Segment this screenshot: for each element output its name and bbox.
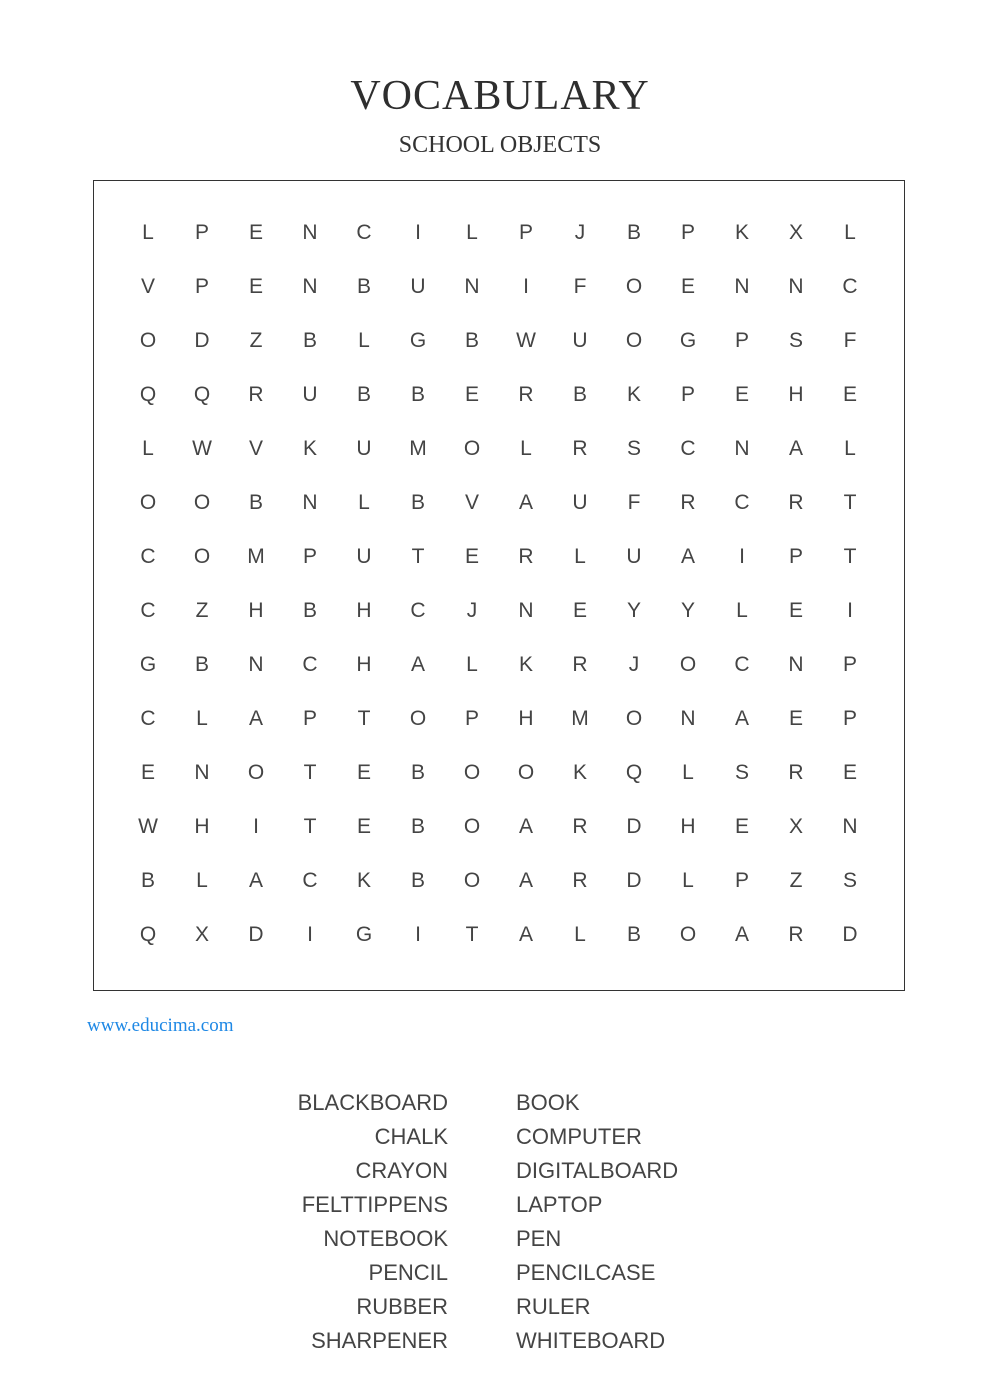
grid-letter: B <box>302 329 317 352</box>
grid-letter: B <box>410 815 425 838</box>
grid-letter: D <box>842 923 858 946</box>
grid-letter: Q <box>139 383 157 406</box>
grid-letter: L <box>520 437 532 460</box>
word-list-item: COMPUTER <box>516 1124 642 1149</box>
grid-letter: U <box>626 545 642 568</box>
grid-letter: E <box>680 275 695 298</box>
grid-letter: J <box>574 221 586 244</box>
grid-letter: A <box>734 923 749 946</box>
grid-letter: P <box>842 707 857 730</box>
grid-letter: B <box>410 761 425 784</box>
grid-letter: K <box>302 437 317 460</box>
grid-letter: L <box>574 923 586 946</box>
grid-letter: W <box>516 329 536 352</box>
grid-letter: M <box>247 545 265 568</box>
word-list-item: NOTEBOOK <box>323 1226 448 1251</box>
grid-letter: P <box>464 707 479 730</box>
grid-letter: E <box>140 761 155 784</box>
grid-letter: E <box>248 221 263 244</box>
grid-letter: P <box>194 221 209 244</box>
grid-letter: C <box>356 221 372 244</box>
grid-letter: M <box>571 707 589 730</box>
grid-letter: R <box>572 815 588 838</box>
grid-letter: F <box>573 275 587 298</box>
grid-letter: N <box>842 815 858 838</box>
grid-letter: V <box>464 491 479 514</box>
grid-letter: C <box>140 599 156 622</box>
grid-letter: B <box>410 491 425 514</box>
grid-letter: C <box>140 707 156 730</box>
grid-letter: N <box>302 275 318 298</box>
grid-letter: B <box>302 599 317 622</box>
grid-letter: D <box>194 329 210 352</box>
grid-letter: A <box>248 869 263 892</box>
grid-letter: N <box>788 275 804 298</box>
grid-letter: H <box>518 707 534 730</box>
grid-letter: L <box>736 599 748 622</box>
grid-letter: O <box>193 545 211 568</box>
grid-letter: N <box>734 275 750 298</box>
grid-letter: N <box>464 275 480 298</box>
educima-link[interactable]: www.educima.com <box>87 1015 234 1036</box>
grid-letter: L <box>358 329 370 352</box>
grid-letter: M <box>409 437 427 460</box>
grid-letter: U <box>356 545 372 568</box>
word-list-item: RUBBER <box>356 1294 448 1319</box>
grid-letter: B <box>626 923 641 946</box>
grid-letter: T <box>357 707 371 730</box>
grid-letter: B <box>572 383 587 406</box>
grid-letter: U <box>410 275 426 298</box>
grid-letter: K <box>572 761 587 784</box>
grid-letter: K <box>356 869 371 892</box>
word-list-item: RULER <box>516 1294 591 1319</box>
word-list-item: DIGITALBOARD <box>516 1158 679 1183</box>
grid-letter: P <box>734 869 749 892</box>
word-list-item: WHITEBOARD <box>516 1328 666 1353</box>
grid-letter: N <box>248 653 264 676</box>
grid-letter: D <box>248 923 264 946</box>
grid-letter: O <box>625 275 643 298</box>
grid-letter: A <box>518 491 533 514</box>
grid-letter: I <box>307 923 313 946</box>
grid-letter: B <box>626 221 641 244</box>
grid-letter: A <box>734 707 749 730</box>
grid-letter: R <box>518 383 534 406</box>
grid-letter: K <box>518 653 533 676</box>
grid-letter: H <box>356 599 372 622</box>
grid-letter: Q <box>625 761 643 784</box>
grid-letter: L <box>682 869 694 892</box>
grid-letter: C <box>410 599 426 622</box>
word-list-item: FELTTIPPENS <box>301 1192 448 1217</box>
grid-letter: G <box>355 923 373 946</box>
grid-letter: P <box>302 707 317 730</box>
grid-letter: T <box>303 761 317 784</box>
grid-letter: L <box>682 761 694 784</box>
grid-letter: N <box>518 599 534 622</box>
grid-letter: E <box>464 383 479 406</box>
grid-letter: B <box>356 383 371 406</box>
grid-letter: B <box>356 275 371 298</box>
word-list-item: PEN <box>516 1226 562 1251</box>
grid-letter: C <box>302 869 318 892</box>
grid-letter: Q <box>193 383 211 406</box>
grid-letter: W <box>192 437 212 460</box>
grid-letter: X <box>788 221 803 244</box>
grid-letter: H <box>194 815 210 838</box>
grid-letter: S <box>626 437 641 460</box>
grid-letter: B <box>464 329 479 352</box>
grid-letter: A <box>680 545 695 568</box>
grid-letter: K <box>626 383 641 406</box>
grid-letter: S <box>734 761 749 784</box>
grid-letter: N <box>302 221 318 244</box>
grid-letter: R <box>788 761 804 784</box>
grid-letter: Z <box>249 329 263 352</box>
grid-letter: I <box>415 221 421 244</box>
word-list-item: BLACKBOARD <box>297 1090 448 1115</box>
grid-letter: U <box>302 383 318 406</box>
grid-letter: L <box>466 221 478 244</box>
grid-letter: R <box>518 545 534 568</box>
grid-letter: P <box>680 221 695 244</box>
grid-letter: C <box>734 491 750 514</box>
grid-letter: R <box>788 491 804 514</box>
grid-letter: T <box>843 545 857 568</box>
grid-letter: P <box>680 383 695 406</box>
grid-letter: N <box>302 491 318 514</box>
grid-letter: L <box>196 869 208 892</box>
grid-letter: R <box>248 383 264 406</box>
grid-letter: E <box>248 275 263 298</box>
grid-letter: B <box>410 383 425 406</box>
grid-letter: A <box>410 653 425 676</box>
grid-letter: J <box>466 599 478 622</box>
grid-letter: V <box>140 275 155 298</box>
grid-letter: E <box>356 761 371 784</box>
grid-letter: B <box>410 869 425 892</box>
grid-letter: G <box>139 653 157 676</box>
grid-letter: P <box>734 329 749 352</box>
grid-letter: C <box>842 275 858 298</box>
grid-letter: Y <box>626 599 641 622</box>
grid-letter: A <box>518 869 533 892</box>
grid-letter: J <box>628 653 640 676</box>
grid-letter: O <box>139 329 157 352</box>
grid-letter: W <box>138 815 158 838</box>
grid-letter: O <box>679 653 697 676</box>
grid-letter: I <box>523 275 529 298</box>
grid-letter: E <box>734 383 749 406</box>
grid-letter: E <box>464 545 479 568</box>
grid-letter: H <box>680 815 696 838</box>
grid-letter: E <box>572 599 587 622</box>
grid-letter: T <box>303 815 317 838</box>
grid-letter: S <box>788 329 803 352</box>
word-list-item: LAPTOP <box>516 1192 603 1217</box>
grid-letter: F <box>843 329 857 352</box>
grid-letter: Z <box>789 869 803 892</box>
grid-letter: C <box>140 545 156 568</box>
grid-letter: L <box>574 545 586 568</box>
grid-letter: N <box>734 437 750 460</box>
grid-letter: N <box>680 707 696 730</box>
grid-letter: F <box>627 491 641 514</box>
grid-letter: N <box>194 761 210 784</box>
grid-letter: O <box>679 923 697 946</box>
grid-letter: R <box>680 491 696 514</box>
grid-letter: O <box>463 869 481 892</box>
grid-letter: H <box>356 653 372 676</box>
grid-letter: I <box>415 923 421 946</box>
grid-letter: Z <box>195 599 209 622</box>
grid-letter: P <box>518 221 533 244</box>
grid-letter: O <box>625 707 643 730</box>
grid-letter: O <box>463 815 481 838</box>
grid-letter: L <box>844 221 856 244</box>
grid-letter: T <box>843 491 857 514</box>
grid-letter: G <box>409 329 427 352</box>
grid-letter: B <box>194 653 209 676</box>
grid-letter: T <box>465 923 479 946</box>
grid-letter: A <box>518 815 533 838</box>
grid-letter: C <box>302 653 318 676</box>
grid-letter: A <box>248 707 263 730</box>
grid-letter: O <box>139 491 157 514</box>
grid-letter: E <box>842 761 857 784</box>
grid-letter: V <box>248 437 263 460</box>
page-subtitle: SCHOOL OBJECTS <box>398 132 602 158</box>
page-title: VOCABULARY <box>350 73 650 119</box>
grid-letter: C <box>734 653 750 676</box>
grid-letter: A <box>788 437 803 460</box>
grid-letter: R <box>572 653 588 676</box>
grid-letter: B <box>248 491 263 514</box>
grid-letter: R <box>572 437 588 460</box>
grid-letter: R <box>572 869 588 892</box>
word-list-item: PENCILCASE <box>516 1260 656 1285</box>
grid-letter: I <box>847 599 853 622</box>
grid-letter: O <box>625 329 643 352</box>
grid-letter: Y <box>680 599 695 622</box>
grid-letter: U <box>356 437 372 460</box>
grid-letter: X <box>194 923 209 946</box>
word-list-left <box>250 1087 448 1359</box>
grid-letter: C <box>680 437 696 460</box>
grid-letter: E <box>842 383 857 406</box>
grid-letter: T <box>411 545 425 568</box>
grid-letter: O <box>463 437 481 460</box>
grid-letter: P <box>788 545 803 568</box>
grid-letter: O <box>193 491 211 514</box>
word-list-item: SHARPENER <box>311 1328 448 1353</box>
grid-letter: O <box>247 761 265 784</box>
grid-letter: O <box>517 761 535 784</box>
grid-letter: E <box>734 815 749 838</box>
grid-letter: L <box>196 707 208 730</box>
grid-letter: K <box>734 221 749 244</box>
word-search-grid <box>121 206 877 962</box>
word-list-item: CRAYON <box>355 1158 448 1183</box>
grid-letter: R <box>788 923 804 946</box>
grid-letter: E <box>356 815 371 838</box>
grid-letter: L <box>142 221 154 244</box>
grid-letter: P <box>842 653 857 676</box>
grid-letter: E <box>788 599 803 622</box>
grid-letter: D <box>626 869 642 892</box>
grid-letter: L <box>844 437 856 460</box>
grid-letter: L <box>142 437 154 460</box>
grid-letter: I <box>739 545 745 568</box>
grid-letter: U <box>572 329 588 352</box>
grid-letter: G <box>679 329 697 352</box>
grid-letter: H <box>248 599 264 622</box>
grid-letter: U <box>572 491 588 514</box>
grid-letter: O <box>463 761 481 784</box>
grid-letter: L <box>358 491 370 514</box>
word-list-item: CHALK <box>374 1124 448 1149</box>
word-list-item: BOOK <box>516 1090 580 1115</box>
grid-letter: P <box>194 275 209 298</box>
grid-letter: S <box>842 869 857 892</box>
grid-letter: I <box>253 815 259 838</box>
grid-letter: Q <box>139 923 157 946</box>
grid-letter: P <box>302 545 317 568</box>
grid-letter: D <box>626 815 642 838</box>
grid-letter: H <box>788 383 804 406</box>
grid-letter: A <box>518 923 533 946</box>
grid-letter: E <box>788 707 803 730</box>
word-list-right <box>516 1087 776 1359</box>
grid-letter: B <box>140 869 155 892</box>
word-list-item: PENCIL <box>368 1260 448 1285</box>
grid-letter: L <box>466 653 478 676</box>
grid-letter: O <box>409 707 427 730</box>
grid-letter: X <box>788 815 803 838</box>
grid-letter: N <box>788 653 804 676</box>
